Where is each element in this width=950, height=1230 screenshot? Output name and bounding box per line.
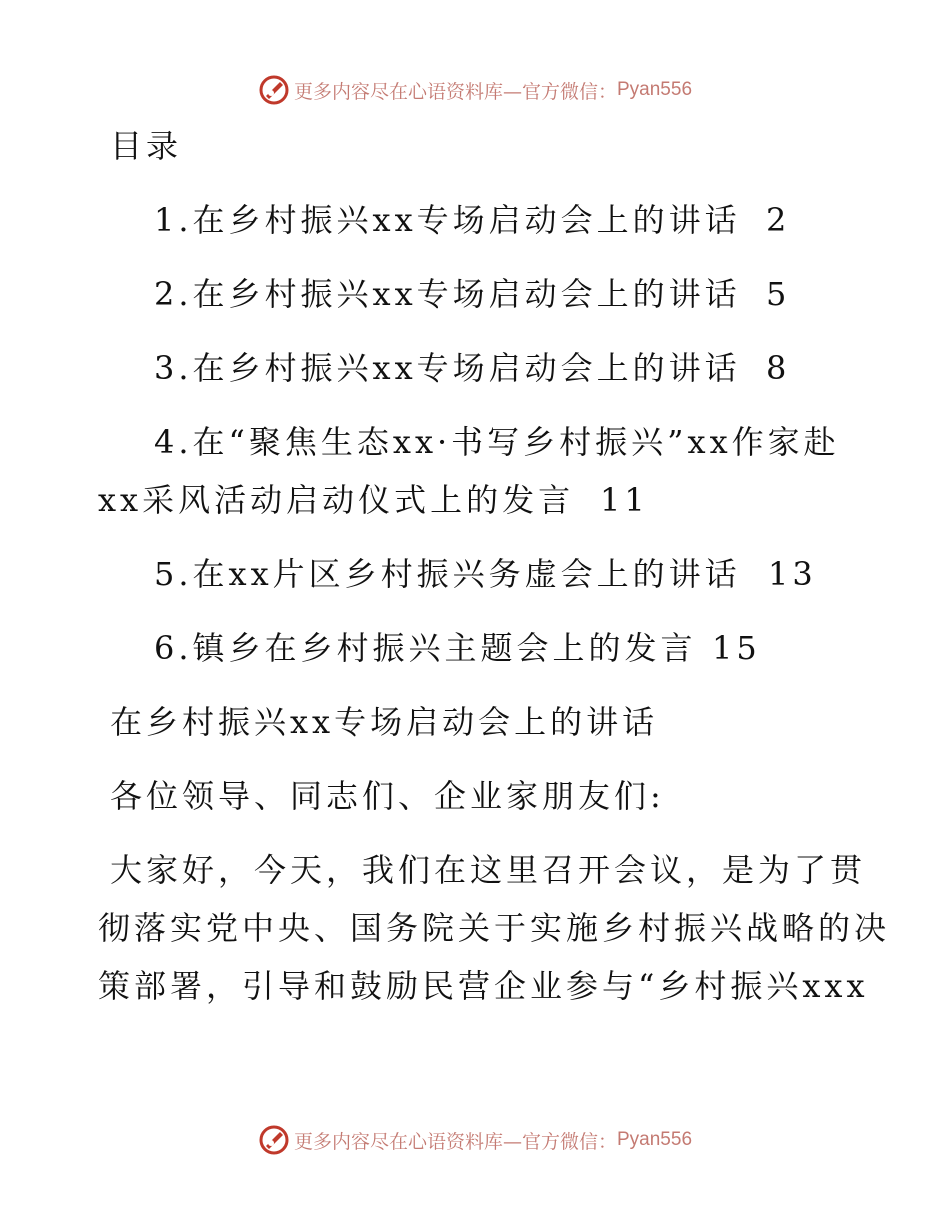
- watermark-account: Pyan556: [617, 1129, 693, 1150]
- toc-number: 4.: [154, 423, 193, 461]
- pen-seal-icon: [258, 74, 290, 106]
- toc-number: 2.: [154, 275, 193, 313]
- toc-entry-2[interactable]: [154, 274, 741, 314]
- toc-entry-title: 在“聚焦生态xx·书写乡村振兴”xx作家赴: [192, 423, 840, 461]
- toc-entry-title: 镇乡在乡村振兴主题会上的发言: [192, 629, 697, 667]
- article-salutation: 各位领导、同志们、企业家朋友们:: [110, 777, 665, 815]
- toc-page-1: 2: [766, 201, 791, 239]
- toc-page-6: 15: [712, 629, 761, 667]
- watermark-account: Pyan556: [617, 79, 693, 100]
- toc-entry-4-continued[interactable]: [98, 480, 574, 520]
- toc-number: 5.: [154, 555, 193, 593]
- toc-entry-3[interactable]: [154, 348, 741, 388]
- watermark-text: 更多内容尽在心语资料库—官方微信：: [293, 1130, 617, 1153]
- toc-entry-title: 在乡村振兴xx专场启动会上的讲话: [192, 201, 741, 239]
- toc-page-2: 5: [766, 275, 791, 313]
- toc-entry-5[interactable]: [154, 554, 741, 594]
- toc-entry-6[interactable]: [154, 628, 697, 668]
- toc-entry-title: 在xx片区乡村振兴务虚会上的讲话: [192, 555, 741, 593]
- article-title: 在乡村振兴xx专场启动会上的讲话: [110, 703, 659, 741]
- toc-entry-title: 在乡村振兴xx专场启动会上的讲话: [192, 349, 741, 387]
- toc-entry-4[interactable]: [154, 422, 840, 462]
- toc-entry-1[interactable]: [154, 200, 741, 240]
- toc-number: 6.: [154, 629, 193, 667]
- pen-seal-icon: [258, 1124, 290, 1156]
- toc-page-5: 13: [768, 555, 817, 593]
- watermark-text: 更多内容尽在心语资料库—官方微信：: [293, 80, 617, 103]
- toc-title: 目录: [110, 127, 183, 165]
- header-watermark: [0, 72, 950, 108]
- toc-page-4: 11: [600, 481, 649, 519]
- footer-watermark: [0, 1122, 950, 1158]
- article-body-line: 彻落实党中央、国务院关于实施乡村振兴战略的决: [98, 909, 891, 947]
- toc-page-3: 8: [766, 349, 791, 387]
- article-body-line: 大家好，今天，我们在这里召开会议，是为了贯: [110, 851, 867, 889]
- article-body-line: 策部署，引导和鼓励民营企业参与“乡村振兴xxx: [98, 967, 869, 1005]
- toc-number: 1.: [154, 201, 193, 239]
- toc-entry-title: 在乡村振兴xx专场启动会上的讲话: [192, 275, 741, 313]
- toc-number: 3.: [154, 349, 193, 387]
- toc-entry-title: xx采风活动启动仪式上的发言: [98, 481, 575, 519]
